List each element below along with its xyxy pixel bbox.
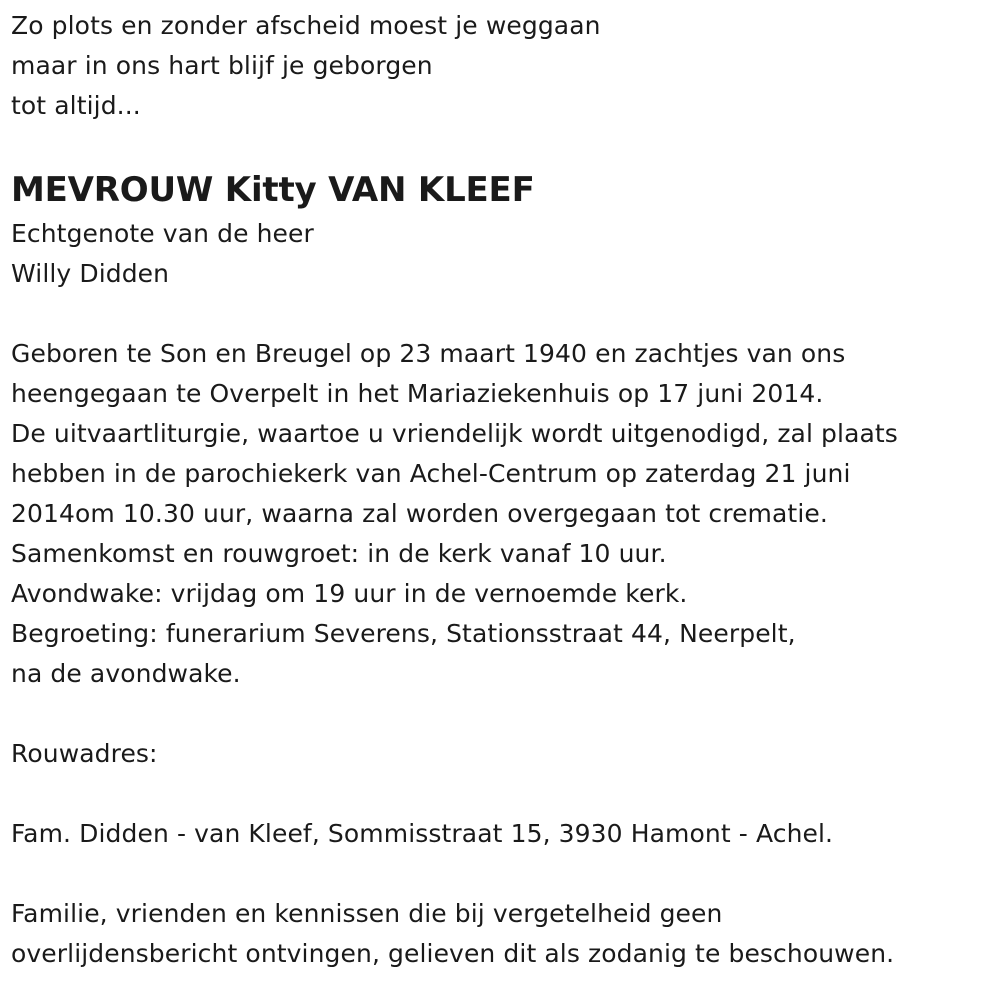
relation bbox=[11, 214, 991, 294]
relation-line: Willy Didden bbox=[11, 259, 170, 288]
deceased-name: MEVROUW Kitty VAN KLEEF bbox=[11, 170, 535, 210]
poem-line: Zo plots en zonder afscheid moest je weggaan bbox=[11, 11, 601, 40]
closing-line: Familie, vrienden en kennissen die bij vergetelheid geen bbox=[11, 899, 723, 928]
obituary-notice bbox=[11, 6, 991, 974]
closing-line: overlijdensbericht ontvingen, gelieven dit als zodanig te beschouwen. bbox=[11, 939, 895, 968]
closing-note bbox=[11, 894, 991, 974]
poem-line: tot altijd... bbox=[11, 91, 141, 120]
details-line: De uitvaartliturgie, waartoe u vriendelijk wordt uitgenodigd, zal plaats bbox=[11, 419, 898, 448]
relation-line: Echtgenote van de heer bbox=[11, 219, 314, 248]
details-line: na de avondwake. bbox=[11, 659, 241, 688]
details-line: Avondwake: vrijdag om 19 uur in de vernoemde kerk. bbox=[11, 579, 688, 608]
address-value: Fam. Didden - van Kleef, Sommisstraat 15, 3930 Hamont - Achel. bbox=[11, 819, 834, 848]
details-line: Samenkomst en rouwgroet: in de kerk vanaf 10 uur. bbox=[11, 539, 667, 568]
details-line: hebben in de parochiekerk van Achel-Centrum op zaterdag 21 juni bbox=[11, 459, 851, 488]
address-label: Rouwadres: bbox=[11, 739, 158, 768]
details-line: Geboren te Son en Breugel op 23 maart 1940 en zachtjes van ons bbox=[11, 339, 846, 368]
poem-line: maar in ons hart blijf je geborgen bbox=[11, 51, 433, 80]
details-line: Begroeting: funerarium Severens, Stationsstraat 44, Neerpelt, bbox=[11, 619, 796, 648]
details-line: heengegaan te Overpelt in het Mariaziekenhuis op 17 juni 2014. bbox=[11, 379, 824, 408]
details-line: 2014om 10.30 uur, waarna zal worden overgegaan tot crematie. bbox=[11, 499, 828, 528]
poem bbox=[11, 6, 991, 126]
funeral-details bbox=[11, 334, 991, 694]
